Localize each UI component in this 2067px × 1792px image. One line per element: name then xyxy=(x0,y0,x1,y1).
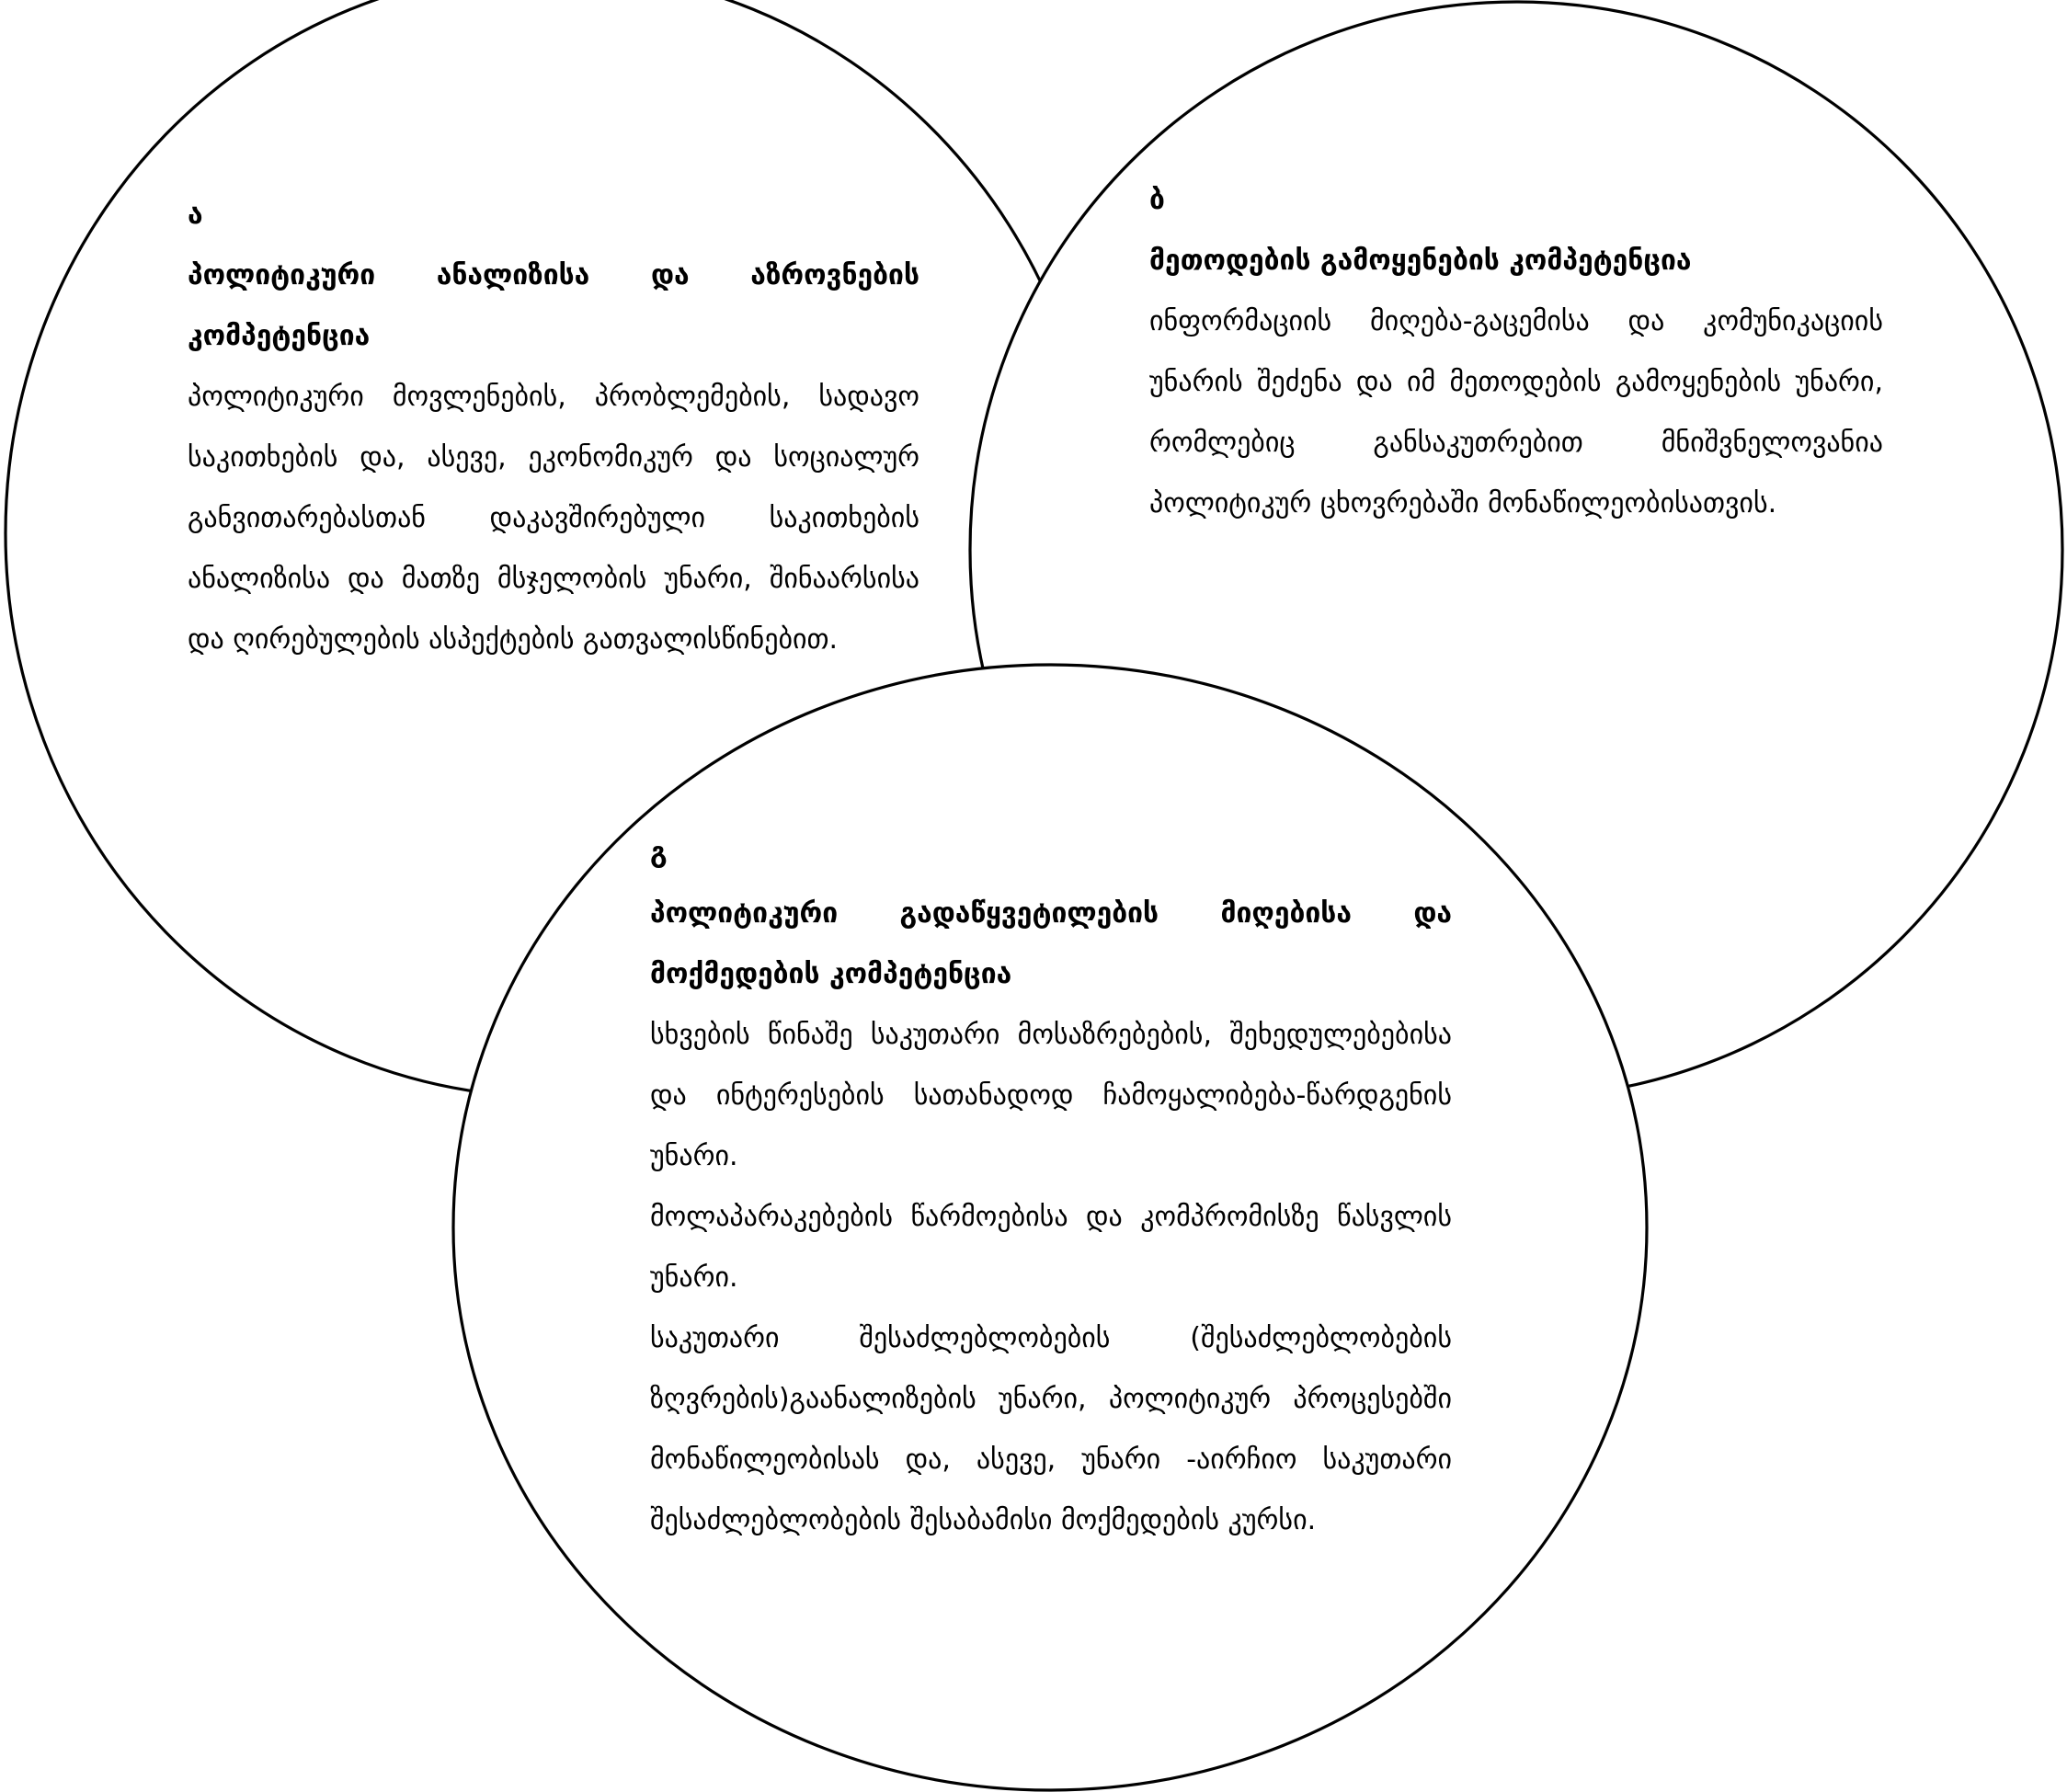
competency-letter-c: გ xyxy=(650,837,668,869)
competency-title-a: პოლიტიკური ანალიზისა და აზროვნების კომპეტენცია xyxy=(188,259,919,352)
competency-title-c: პოლიტიკური გადაწყვეტილების მიღებისა და მოქმედების კომპეტენცია xyxy=(650,897,1452,990)
competency-title-b: მეთოდების გამოყენების კომპეტენცია xyxy=(1149,245,1692,277)
competency-text-c-1: სხვების წინაშე საკუთარი მოსაზრებების, შეხედულებებისა და ინტერესების სათანადოდ ჩამოყალიბება-წარდგენის უნარი. xyxy=(650,1019,1452,1172)
competency-text-a: პოლიტიკური მოვლენების, პრობლემების, სადავო საკითხების და, ასევე, ეკონომიკურ და სოციალურ განვითარებასთან დაკავშირებული საკითხების ანალიზისა და მათზე მსჯელობის უნარი, შინაარსისა და ღირებულების ასპექტების გათვალისწინებით. xyxy=(188,381,919,656)
competency-text-c-2: მოლაპარაკებების წარმოებისა და კომპრომისზე წასვლის უნარი. xyxy=(650,1201,1452,1294)
competency-block-a xyxy=(188,185,919,670)
competency-block-b xyxy=(1149,170,1883,534)
competency-letter-a: ა xyxy=(188,199,203,231)
competency-letter-b: ბ xyxy=(1149,184,1165,216)
competency-text-b: ინფორმაციის მიღება-გაცემისა და კომუნიკაციის უნარის შეძენა და იმ მეთოდების გამოყენების უნარი, რომლებიც განსაკუთრებით მნიშვნელოვანია პოლიტიკურ ცხოვრებაში მონაწილეობისათვის. xyxy=(1149,305,1883,519)
competency-text-c-3: საკუთარი შესაძლებლობების (შესაძლებლობების ზღვრების)გაანალიზების უნარი, პოლიტიკურ პროცესებში მონაწილეობისას და, ასევე, უნარი -აირჩიო საკუთარი შესაძლებლობების შესაბამისი მოქმედების კურსი. xyxy=(650,1322,1452,1536)
competency-block-c xyxy=(650,823,1452,1551)
